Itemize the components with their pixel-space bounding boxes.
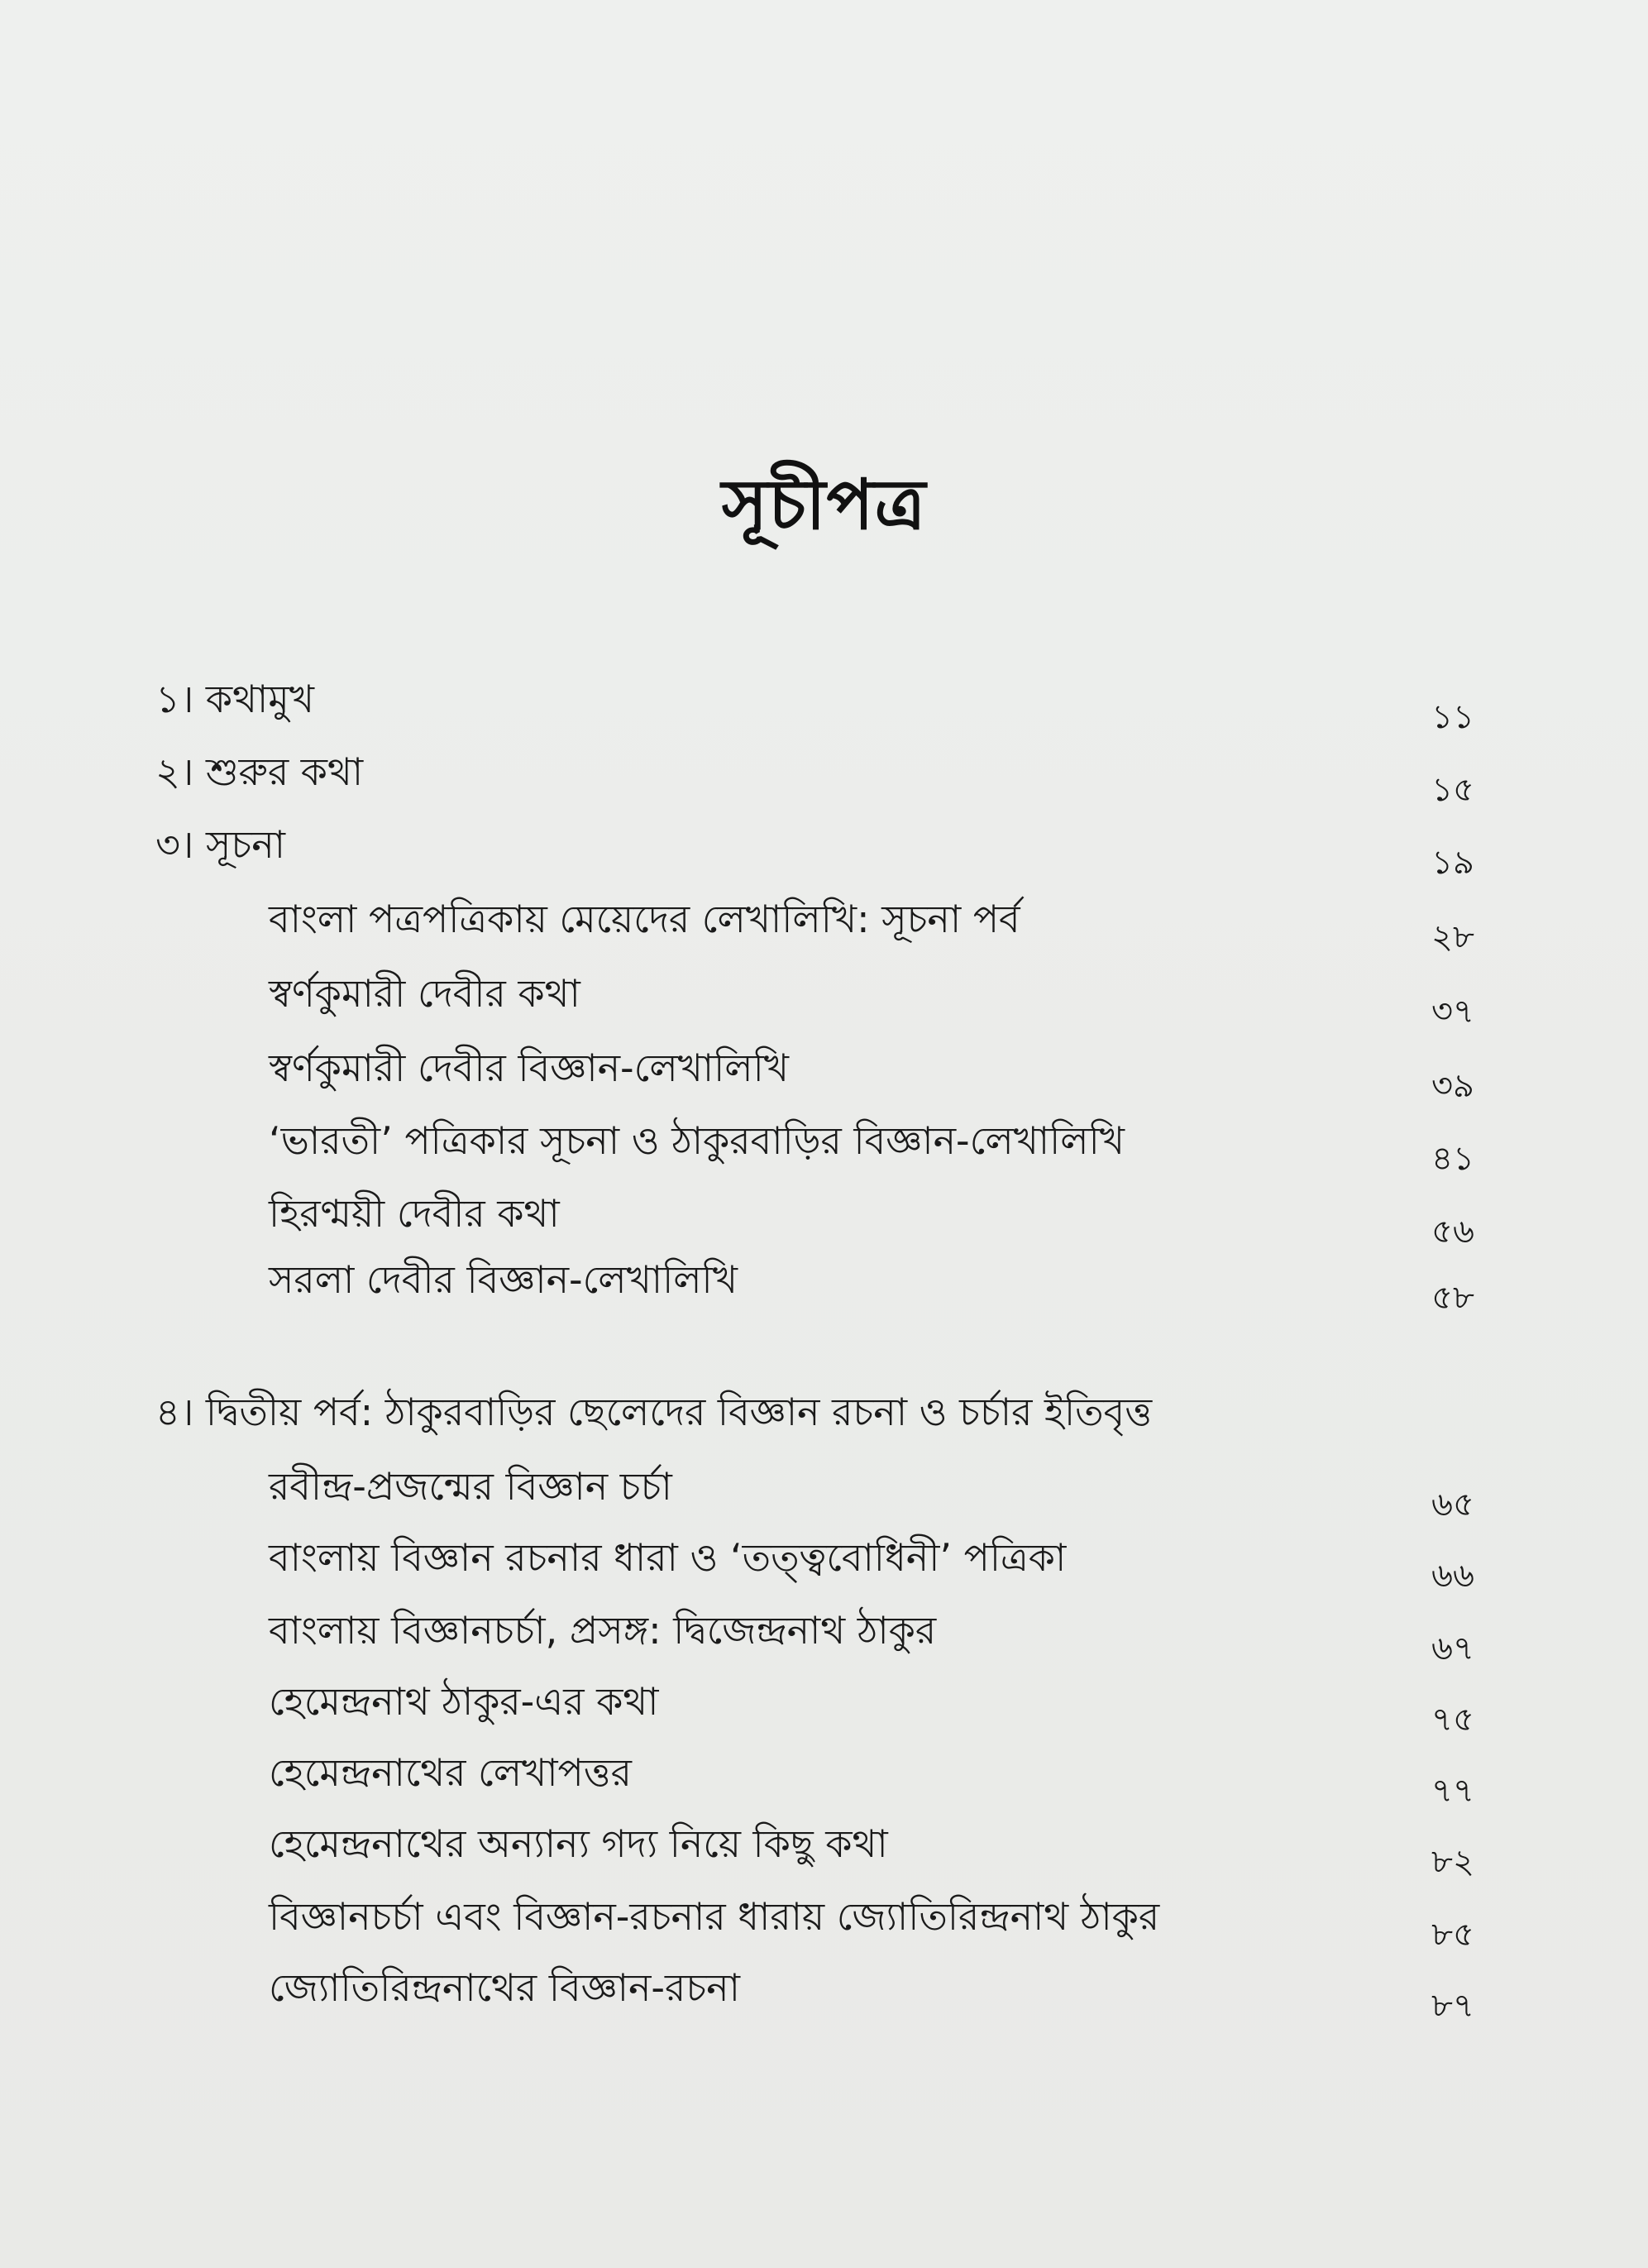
toc-entry-page: ৬৫ bbox=[1431, 1486, 1474, 1524]
toc-entry-page: ৬৬ bbox=[1431, 1557, 1474, 1595]
toc-entry bbox=[0, 1251, 1648, 1317]
toc-entry-title: বাংলায় বিজ্ঞানচর্চা, প্রসঙ্গ: দ্বিজেন্দ্রনাথ ঠাকুর bbox=[269, 1608, 937, 1653]
page-title: সূচীপত্র bbox=[721, 464, 927, 545]
toc-entry-title: বাংলা পত্রপত্রিকায় মেয়েদের লেখালিখি: সূচনা পর্ব bbox=[269, 897, 1020, 941]
toc-entry-title: ‘ভারতী’ পত্রিকার সূচনা ও ঠাকুরবাড়ির বিজ্ঞান-লেখালিখি bbox=[269, 1118, 1125, 1163]
toc-entry-page: ১৯ bbox=[1431, 844, 1474, 882]
toc-entry bbox=[0, 1815, 1648, 1881]
toc-entry bbox=[0, 1529, 1648, 1595]
toc-entry bbox=[0, 743, 1648, 809]
toc-entry bbox=[0, 816, 1648, 882]
toc-entry-title: জ্যোতিরিন্দ্রনাথের বিজ্ঞান-রচনা bbox=[269, 1965, 740, 2010]
toc-entry bbox=[0, 890, 1648, 956]
toc-entry-title: রবীন্দ্র-প্রজন্মের বিজ্ঞান চর্চা bbox=[269, 1464, 672, 1509]
toc-entry-title: স্বর্ণকুমারী দেবীর কথা bbox=[269, 971, 580, 1016]
toc-entry-title: ৪। দ্বিতীয় পর্ব: ঠাকুরবাড়ির ছেলেদের বিজ্ঞান রচনা ও চর্চার ইতিবৃত্ত bbox=[155, 1390, 1153, 1434]
toc-entry-title: হেমেন্দ্রনাথের লেখাপত্তর bbox=[269, 1750, 632, 1795]
toc-entry-page: ৫৬ bbox=[1431, 1213, 1474, 1251]
toc-entry-title: বিজ্ঞানচর্চা এবং বিজ্ঞান-রচনার ধারায় জ্যোতিরিন্দ্রনাথ ঠাকুর bbox=[269, 1894, 1160, 1939]
toc-entry-page: ১১ bbox=[1431, 698, 1474, 736]
toc-entry-page: ৮৭ bbox=[1431, 1987, 1474, 2025]
toc-section-heading bbox=[0, 1383, 1648, 1449]
toc-entry-title: বাংলায় বিজ্ঞান রচনার ধারা ও ‘তত্ত্ববোধিনী’ পত্রিকা bbox=[269, 1535, 1067, 1580]
toc-entry-page: ৬৭ bbox=[1431, 1629, 1474, 1668]
toc-entry bbox=[0, 1457, 1648, 1524]
toc-entry bbox=[0, 1112, 1648, 1178]
toc-entry bbox=[0, 670, 1648, 736]
toc-entry-page: ১৫ bbox=[1431, 771, 1474, 809]
toc-entry bbox=[0, 1744, 1648, 1810]
toc-entry bbox=[0, 1888, 1648, 1954]
toc-entry-title: স্বর্ণকুমারী দেবীর বিজ্ঞান-লেখালিখি bbox=[269, 1045, 789, 1090]
toc-entry-page: ৩৯ bbox=[1431, 1067, 1474, 1105]
toc-entry bbox=[0, 964, 1648, 1031]
toc-entry bbox=[0, 1039, 1648, 1105]
toc-entry bbox=[0, 1959, 1648, 2025]
toc-entry-page: ২৮ bbox=[1431, 918, 1474, 956]
toc-entry-page: ৮২ bbox=[1431, 1843, 1474, 1881]
toc-entry-title: হেমেন্দ্রনাথের অন্যান্য গদ্য নিয়ে কিছু কথা bbox=[269, 1821, 888, 1866]
toc-entry-page: ৮৫ bbox=[1431, 1916, 1474, 1954]
toc-entry bbox=[0, 1184, 1648, 1251]
toc-entry-title: হিরণ্ময়ী দেবীর কথা bbox=[269, 1191, 560, 1236]
toc-entry bbox=[0, 1601, 1648, 1668]
toc-entry-page: ৭৫ bbox=[1431, 1701, 1474, 1739]
toc-entry-page: ৩৭ bbox=[1431, 993, 1474, 1031]
toc-entry-title: ১। কথামুখ bbox=[155, 677, 314, 721]
toc-entry-page: ৫৮ bbox=[1431, 1279, 1474, 1317]
toc-entry-page: ৭৭ bbox=[1431, 1772, 1474, 1810]
toc-entry-page: ৪১ bbox=[1431, 1140, 1474, 1178]
toc-entry-title: হেমেন্দ্রনাথ ঠাকুর-এর কথা bbox=[269, 1679, 659, 1724]
toc-entry bbox=[0, 1672, 1648, 1739]
toc-entry-title: ৩। সূচনা bbox=[155, 822, 285, 867]
toc-entry-title: সরলা দেবীর বিজ্ঞান-লেখালিখি bbox=[269, 1257, 738, 1302]
toc-entry-title: ২। শুরুর কথা bbox=[155, 749, 364, 794]
